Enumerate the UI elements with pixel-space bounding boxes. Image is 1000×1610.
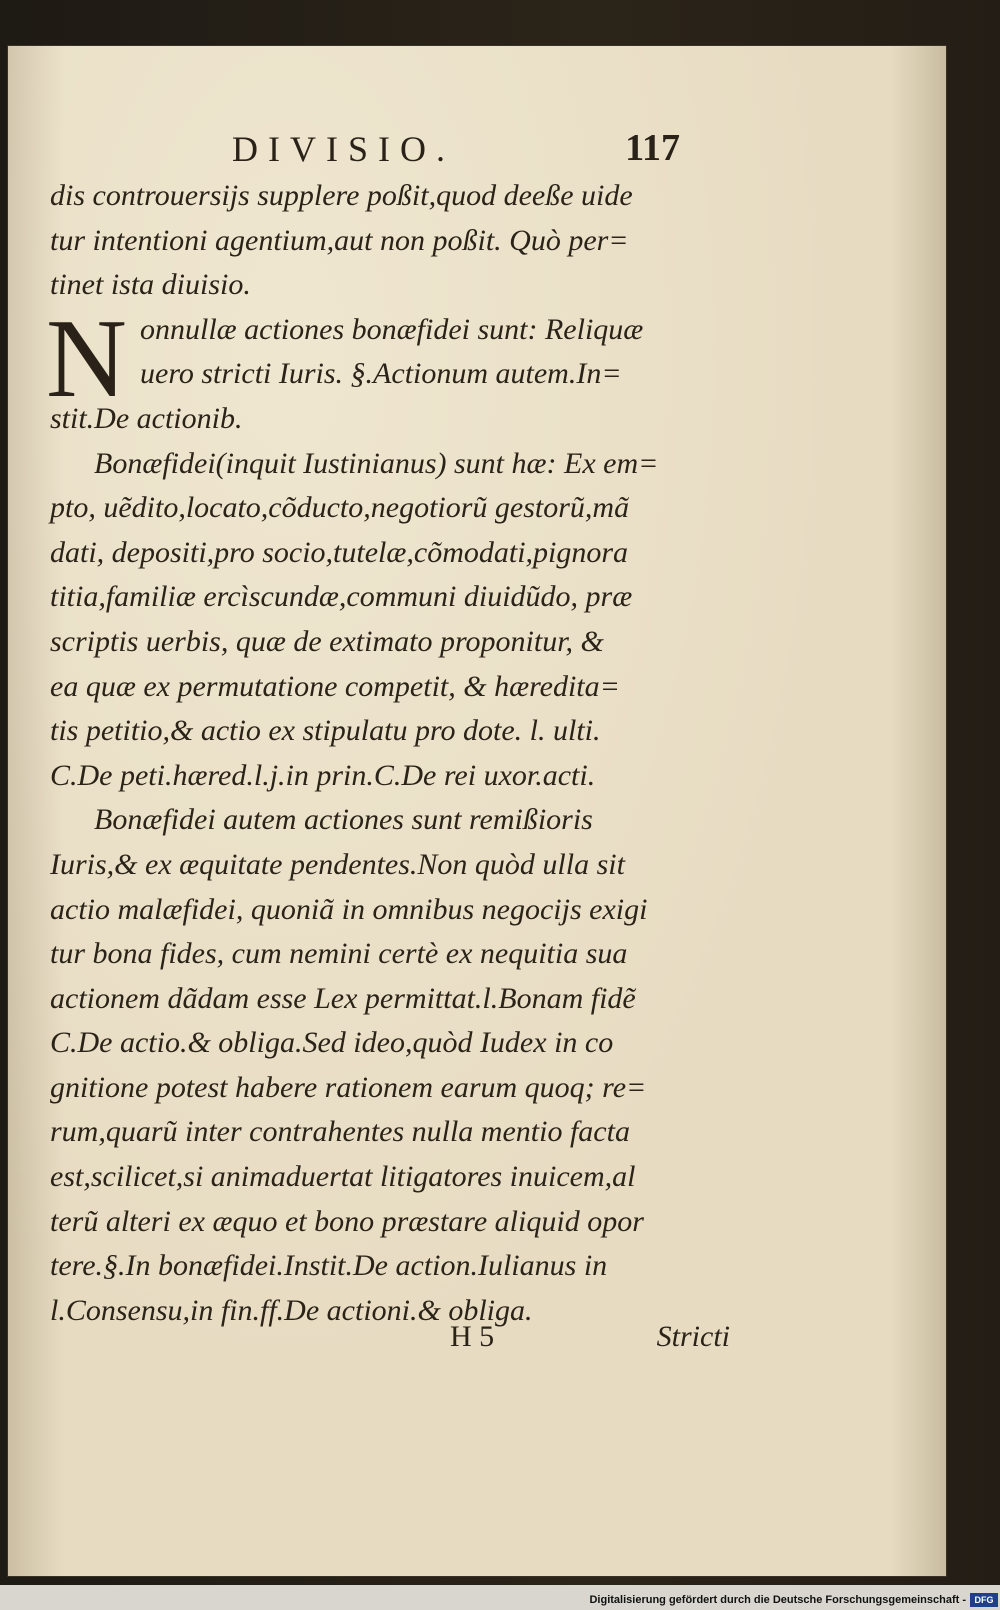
digitization-credit: Digitalisierung gefördert durch die Deutsche Forschungsgemeinschaft -: [589, 1594, 966, 1606]
page-header: [220, 128, 680, 178]
text-line: stit.De actionib.: [50, 401, 243, 435]
text-line: dis controuersijs supplere poßit,quod deeße uide: [50, 179, 633, 212]
text-line: C.De peti.hæred.l.j.in prin.C.De rei uxor.acti.: [50, 758, 596, 792]
body-text: [46, 174, 720, 1333]
text-line: Bonæfidei(inquit Iustinianus) sunt hæ: Ex em=: [94, 446, 659, 480]
signature-mark: H 5: [450, 1320, 495, 1353]
text-line: pto, uẽdito,locato,cõducto,negotiorũ gestorũ,mã: [50, 491, 630, 525]
text-line: ea quæ ex permutatione competit, & hæredita=: [50, 669, 620, 703]
running-head: DIVISIO.: [232, 129, 455, 169]
text-line: tur intentioni agentium,aut non poßit. Quò per=: [50, 223, 629, 257]
text-line: tis petitio,& actio ex stipulatu pro dote. l. ulti.: [50, 714, 601, 748]
text-line: Bonæfidei autem actiones sunt remißioris: [94, 803, 593, 837]
text-line: tur bona fides, cum nemini certè ex nequitia sua: [50, 937, 628, 971]
text-line: titia,familiæ ercìscundæ,communi diuidũdo, præ: [50, 580, 633, 614]
text-line: Iuris,& ex æquitate pendentes.Non quòd ulla sit: [50, 847, 625, 881]
text-line: gnitione potest habere rationem earum quoq; re=: [50, 1070, 647, 1104]
page-footer: [440, 1320, 730, 1370]
text-line: C.De actio.& obliga.Sed ideo,quòd Iudex in co: [50, 1026, 614, 1060]
dfg-logo: DFG: [970, 1593, 998, 1607]
page-number: 117: [625, 127, 680, 169]
text-line: actio malæfidei, quoniã in omnibus negocijs exigi: [50, 892, 648, 926]
catchword: Stricti: [656, 1320, 730, 1353]
text-line: onnullæ actiones bonæfidei sunt: Reliquæ: [140, 312, 644, 346]
text-line: terũ alteri ex æquo et bono præstare aliquid opor: [50, 1204, 644, 1238]
text-line: tinet ista diuisio.: [50, 268, 251, 302]
text-line: rum,quarũ inter contrahentes nulla mentio facta: [50, 1115, 630, 1149]
text-line: l.Consensu,in fin.ff.De actioni.& obliga.: [50, 1293, 533, 1327]
text-line: uero stricti Iuris. §.Actionum autem.In=: [140, 357, 622, 391]
decorated-initial: N: [46, 296, 127, 421]
text-line: scriptis uerbis, quæ de extimato proponitur, &: [50, 624, 604, 658]
text-line: actionem dãdam esse Lex permittat.l.Bonam fidẽ: [50, 981, 636, 1015]
text-line: est,scilicet,si animaduertat litigatores inuicem,al: [50, 1160, 636, 1194]
text-line: dati, depositi,pro socio,tutelæ,cõmodati,pignora: [50, 535, 629, 569]
text-line: tere.§.In bonæfidei.Instit.De action.Iulianus in: [50, 1249, 608, 1283]
